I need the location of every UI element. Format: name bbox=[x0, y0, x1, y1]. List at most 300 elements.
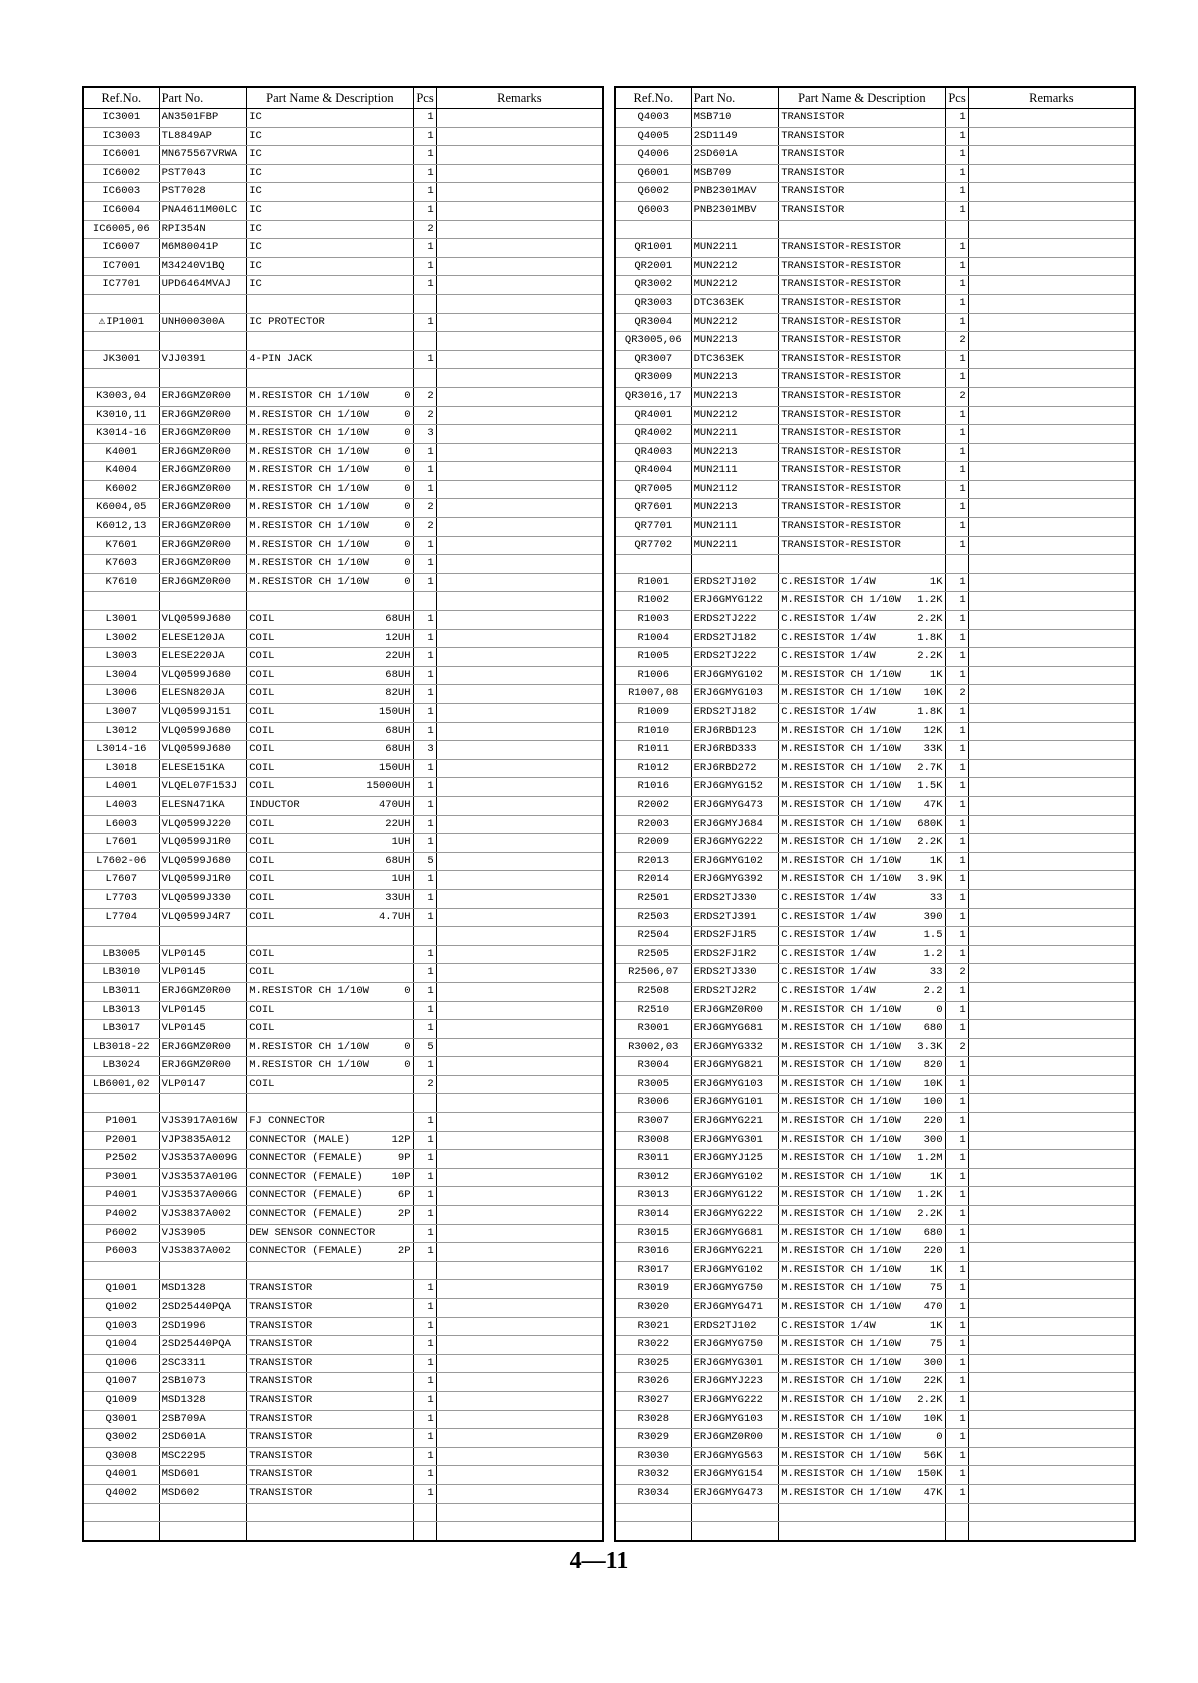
remarks-cell bbox=[436, 592, 603, 611]
pcs-count: 1 bbox=[945, 164, 968, 183]
description-cell bbox=[247, 1336, 413, 1355]
remarks-cell bbox=[968, 1243, 1135, 1262]
ref-no-cell bbox=[615, 1503, 691, 1522]
part-name: M.RESISTOR CH 1/10W bbox=[781, 1152, 901, 1165]
part-name: C.RESISTOR 1/4W bbox=[781, 947, 876, 960]
part-no: PNB2301MAV bbox=[691, 183, 779, 202]
table-row bbox=[83, 1354, 603, 1373]
ref-no: L6003 bbox=[105, 817, 138, 830]
part-no: ERJ6GMYG103 bbox=[691, 685, 779, 704]
ref-no-cell bbox=[83, 982, 159, 1001]
remarks-cell bbox=[968, 518, 1135, 537]
pcs-count: 1 bbox=[945, 1075, 968, 1094]
description-cell bbox=[779, 406, 945, 425]
table-row bbox=[615, 369, 1135, 388]
part-no: ERJ6GMYJ125 bbox=[691, 1150, 779, 1169]
pcs-count: 1 bbox=[945, 443, 968, 462]
ref-no: K3003,04 bbox=[96, 389, 147, 402]
table-row bbox=[83, 350, 603, 369]
ref-no-cell bbox=[83, 889, 159, 908]
part-no: 2SC3311 bbox=[159, 1354, 247, 1373]
part-no: ERJ6GMZ0R00 bbox=[159, 425, 247, 444]
part-name: TRANSISTOR bbox=[249, 1431, 313, 1444]
ref-no-cell bbox=[615, 778, 691, 797]
part-name: IC bbox=[249, 278, 262, 291]
part-value: 150UH bbox=[379, 706, 411, 718]
ref-no-cell bbox=[83, 1317, 159, 1336]
ref-no: R3007 bbox=[637, 1115, 670, 1128]
ref-no: Q1009 bbox=[105, 1393, 138, 1406]
part-name: M.RESISTOR CH 1/10W bbox=[781, 1189, 901, 1202]
remarks-cell bbox=[436, 201, 603, 220]
part-name: M.RESISTOR CH 1/10W bbox=[781, 1133, 901, 1146]
remarks-cell bbox=[968, 1038, 1135, 1057]
pcs-count: 1 bbox=[945, 1094, 968, 1113]
ref-no: QR3005,06 bbox=[624, 334, 682, 347]
part-value: 0 bbox=[936, 1003, 943, 1016]
description-cell bbox=[779, 815, 945, 834]
ref-no-cell bbox=[615, 313, 691, 332]
remarks-cell bbox=[968, 294, 1135, 313]
description-cell bbox=[779, 480, 945, 499]
remarks-cell bbox=[968, 239, 1135, 258]
part-value: 470 bbox=[923, 1301, 943, 1313]
part-no: VLP0145 bbox=[159, 964, 247, 983]
table-row bbox=[615, 1503, 1135, 1522]
part-no bbox=[159, 369, 247, 388]
part-name: M.RESISTOR CH 1/10W bbox=[781, 724, 901, 737]
ref-no-cell bbox=[83, 1001, 159, 1020]
part-name: M.RESISTOR CH 1/10W bbox=[249, 984, 369, 997]
ref-no-cell bbox=[83, 109, 159, 128]
table-row bbox=[83, 1391, 603, 1410]
part-no: VJP3835A012 bbox=[159, 1131, 247, 1150]
parts-list-left bbox=[83, 109, 603, 1541]
ref-no: R3015 bbox=[637, 1226, 670, 1239]
ref-no-cell bbox=[615, 350, 691, 369]
pcs-count: 1 bbox=[945, 1336, 968, 1355]
ref-no-cell bbox=[615, 127, 691, 146]
part-name: COIL bbox=[249, 761, 275, 774]
part-no: MUN2111 bbox=[691, 462, 779, 481]
description-cell bbox=[779, 704, 945, 723]
table-row bbox=[83, 332, 603, 351]
ref-no-cell bbox=[83, 1206, 159, 1225]
remarks-cell bbox=[968, 1113, 1135, 1132]
pcs-count: 1 bbox=[945, 741, 968, 760]
remarks-cell bbox=[968, 1484, 1135, 1503]
remarks-cell bbox=[436, 908, 603, 927]
remarks-cell bbox=[968, 1094, 1135, 1113]
pcs-count: 1 bbox=[413, 964, 436, 983]
part-no: ERJ6GMYG750 bbox=[691, 1280, 779, 1299]
part-value: 0 bbox=[404, 389, 411, 402]
part-value: 15000UH bbox=[366, 780, 411, 793]
description-cell bbox=[247, 1503, 413, 1522]
part-name: M.RESISTOR CH 1/10W bbox=[781, 1059, 901, 1072]
description-cell bbox=[247, 1075, 413, 1094]
remarks-cell bbox=[436, 109, 603, 128]
part-no: VLP0147 bbox=[159, 1075, 247, 1094]
part-no: PST7028 bbox=[159, 183, 247, 202]
part-no: VLP0145 bbox=[159, 1020, 247, 1039]
ref-no-cell bbox=[83, 1038, 159, 1057]
description-cell bbox=[247, 1429, 413, 1448]
part-no: VLQ0599J220 bbox=[159, 815, 247, 834]
part-no: ELESE220JA bbox=[159, 648, 247, 667]
pcs-count: 1 bbox=[945, 611, 968, 630]
part-no: ERJ6RBD333 bbox=[691, 741, 779, 760]
ref-no: L7601 bbox=[105, 836, 138, 849]
table-row bbox=[615, 1206, 1135, 1225]
ref-no-cell bbox=[615, 592, 691, 611]
description-cell bbox=[779, 332, 945, 351]
description-cell bbox=[779, 1113, 945, 1132]
description-cell bbox=[247, 1038, 413, 1057]
ref-no-cell bbox=[83, 1168, 159, 1187]
table-row bbox=[83, 945, 603, 964]
remarks-cell bbox=[968, 1224, 1135, 1243]
part-value: 33K bbox=[923, 743, 943, 756]
part-no: MUN2213 bbox=[691, 332, 779, 351]
ref-no: K6004,05 bbox=[96, 501, 147, 514]
part-value: 0 bbox=[404, 984, 411, 997]
ref-no-cell bbox=[83, 350, 159, 369]
pcs-count: 1 bbox=[413, 908, 436, 927]
pcs-count: 2 bbox=[945, 387, 968, 406]
pcs-count: 2 bbox=[945, 964, 968, 983]
ref-no-cell bbox=[615, 908, 691, 927]
description-cell bbox=[247, 109, 413, 128]
ref-no-cell bbox=[83, 387, 159, 406]
description-cell bbox=[247, 611, 413, 630]
ref-no-cell bbox=[83, 462, 159, 481]
table-row bbox=[83, 443, 603, 462]
part-name: TRANSISTOR bbox=[249, 1356, 313, 1369]
remarks-cell bbox=[968, 722, 1135, 741]
part-no: VJS3537A010G bbox=[159, 1168, 247, 1187]
part-value: 1.5K bbox=[917, 780, 943, 793]
part-no: MUN2112 bbox=[691, 480, 779, 499]
part-name: TRANSISTOR-RESISTOR bbox=[781, 520, 901, 533]
table-row bbox=[83, 294, 603, 313]
pcs-count: 1 bbox=[413, 1429, 436, 1448]
ref-no: QR3007 bbox=[634, 352, 673, 365]
part-name: M.RESISTOR CH 1/10W bbox=[781, 1431, 901, 1444]
ref-no-cell bbox=[83, 1354, 159, 1373]
part-value: 68UH bbox=[385, 613, 411, 626]
part-no: VLQ0599J680 bbox=[159, 722, 247, 741]
description-cell bbox=[779, 276, 945, 295]
part-name: M.RESISTOR CH 1/10W bbox=[781, 798, 901, 811]
remarks-cell bbox=[436, 220, 603, 239]
table-row bbox=[83, 778, 603, 797]
pcs-count: 1 bbox=[945, 815, 968, 834]
remarks-cell bbox=[968, 1020, 1135, 1039]
pcs-count bbox=[413, 1261, 436, 1280]
ref-no: R2503 bbox=[637, 910, 670, 923]
remarks-cell bbox=[436, 927, 603, 946]
description-cell bbox=[247, 908, 413, 927]
description-cell bbox=[247, 257, 413, 276]
part-no: PNA4611M00LC bbox=[159, 201, 247, 220]
part-value: 1UH bbox=[391, 836, 411, 849]
pcs-count: 1 bbox=[413, 722, 436, 741]
part-no bbox=[159, 1261, 247, 1280]
ref-no-cell bbox=[83, 443, 159, 462]
ref-no-cell bbox=[83, 1522, 159, 1541]
ref-no: QR3003 bbox=[634, 296, 673, 309]
description-cell bbox=[247, 1317, 413, 1336]
pcs-count: 1 bbox=[945, 1261, 968, 1280]
pcs-count: 1 bbox=[413, 146, 436, 165]
ref-no: LB3024 bbox=[102, 1059, 141, 1072]
remarks-cell bbox=[968, 220, 1135, 239]
table-row bbox=[615, 350, 1135, 369]
part-name: M.RESISTOR CH 1/10W bbox=[781, 780, 901, 793]
ref-no-cell bbox=[615, 369, 691, 388]
ref-no: Q1007 bbox=[105, 1375, 138, 1388]
warning-triangle-icon: ⚠ bbox=[98, 315, 106, 328]
part-name: COIL bbox=[249, 650, 275, 663]
pcs-count: 1 bbox=[413, 164, 436, 183]
part-name: TRANSISTOR bbox=[249, 1338, 313, 1351]
pcs-count: 1 bbox=[945, 1280, 968, 1299]
remarks-cell bbox=[436, 1131, 603, 1150]
table-row bbox=[83, 759, 603, 778]
remarks-cell bbox=[436, 462, 603, 481]
description-cell bbox=[779, 257, 945, 276]
remarks-cell bbox=[436, 127, 603, 146]
description-cell bbox=[779, 1466, 945, 1485]
table-row bbox=[83, 1261, 603, 1280]
ref-no-cell bbox=[83, 369, 159, 388]
part-name: C.RESISTOR 1/4W bbox=[781, 613, 876, 626]
table-row bbox=[83, 648, 603, 667]
pcs-count: 1 bbox=[413, 239, 436, 258]
pcs-count: 1 bbox=[413, 555, 436, 574]
ref-no-cell bbox=[83, 480, 159, 499]
part-name: TRANSISTOR bbox=[249, 1486, 313, 1499]
table-header bbox=[83, 87, 603, 109]
table-row bbox=[83, 629, 603, 648]
part-name: 4-PIN JACK bbox=[249, 352, 313, 365]
description-cell bbox=[247, 146, 413, 165]
pcs-count: 1 bbox=[945, 629, 968, 648]
remarks-cell bbox=[436, 1057, 603, 1076]
table-row bbox=[615, 1317, 1135, 1336]
part-value: 1.8K bbox=[917, 706, 943, 718]
ref-no-cell bbox=[615, 1391, 691, 1410]
part-name: COIL bbox=[249, 891, 275, 904]
part-name: IC bbox=[249, 203, 262, 216]
part-no: M6M80041P bbox=[159, 239, 247, 258]
description-cell bbox=[779, 1354, 945, 1373]
ref-no-cell bbox=[615, 1261, 691, 1280]
part-no: MSD601 bbox=[159, 1466, 247, 1485]
table-row bbox=[83, 201, 603, 220]
description-cell bbox=[247, 1373, 413, 1392]
description-cell bbox=[779, 1075, 945, 1094]
part-no: ERJ6RBD272 bbox=[691, 759, 779, 778]
ref-no: R3021 bbox=[637, 1319, 670, 1332]
part-name: CONNECTOR (FEMALE) bbox=[249, 1189, 363, 1202]
part-name: M.RESISTOR CH 1/10W bbox=[781, 1263, 901, 1276]
part-name: TRANSISTOR bbox=[249, 1468, 313, 1481]
remarks-cell bbox=[968, 759, 1135, 778]
ref-no-cell bbox=[83, 518, 159, 537]
remarks-cell bbox=[436, 722, 603, 741]
ref-no: K7610 bbox=[105, 575, 138, 588]
pcs-count bbox=[413, 1094, 436, 1113]
table-row bbox=[83, 1187, 603, 1206]
description-cell bbox=[779, 536, 945, 555]
description-cell bbox=[247, 276, 413, 295]
part-value: 2P bbox=[397, 1208, 411, 1221]
table-row bbox=[615, 239, 1135, 258]
remarks-cell bbox=[436, 871, 603, 890]
ref-no-cell bbox=[615, 1447, 691, 1466]
pcs-count bbox=[413, 1503, 436, 1522]
table-row bbox=[615, 1224, 1135, 1243]
ref-no-cell bbox=[615, 1224, 691, 1243]
remarks-cell bbox=[436, 1429, 603, 1448]
part-name: M.RESISTOR CH 1/10W bbox=[781, 1040, 901, 1053]
pcs-count: 1 bbox=[413, 480, 436, 499]
ref-no-cell bbox=[83, 294, 159, 313]
part-no: DTC363EK bbox=[691, 294, 779, 313]
part-no: VLQEL07F153J bbox=[159, 778, 247, 797]
part-no: ERJ6GMYG154 bbox=[691, 1466, 779, 1485]
pcs-count: 1 bbox=[413, 1354, 436, 1373]
ref-no: R3016 bbox=[637, 1245, 670, 1258]
ref-no: P4002 bbox=[105, 1208, 138, 1221]
part-no bbox=[159, 1094, 247, 1113]
part-value: 1.2 bbox=[923, 947, 943, 960]
part-value: 680K bbox=[917, 817, 943, 830]
part-value: 1.2M bbox=[917, 1152, 943, 1165]
ref-no-cell bbox=[615, 425, 691, 444]
part-name: TRANSISTOR bbox=[249, 1301, 313, 1313]
remarks-cell bbox=[436, 685, 603, 704]
pcs-count: 1 bbox=[413, 350, 436, 369]
description-cell bbox=[779, 127, 945, 146]
description-cell bbox=[779, 201, 945, 220]
part-no: ERJ6GMYG332 bbox=[691, 1038, 779, 1057]
part-no: ERJ6GMZ0R00 bbox=[159, 518, 247, 537]
table-row bbox=[615, 982, 1135, 1001]
remarks-cell bbox=[436, 146, 603, 165]
pcs-count: 1 bbox=[413, 1020, 436, 1039]
pcs-count: 1 bbox=[945, 1243, 968, 1262]
table-row bbox=[83, 257, 603, 276]
ref-no: L3002 bbox=[105, 631, 138, 644]
ref-no: R3025 bbox=[637, 1356, 670, 1369]
ref-no: R3004 bbox=[637, 1059, 670, 1072]
description-cell bbox=[247, 480, 413, 499]
table-row bbox=[615, 443, 1135, 462]
part-no: VLQ0599J1R0 bbox=[159, 834, 247, 853]
remarks-cell bbox=[436, 648, 603, 667]
pcs-count: 1 bbox=[413, 276, 436, 295]
description-cell bbox=[779, 945, 945, 964]
part-value: 75 bbox=[929, 1338, 943, 1351]
remarks-cell bbox=[968, 1075, 1135, 1094]
description-cell bbox=[247, 1131, 413, 1150]
table-row bbox=[83, 1317, 603, 1336]
description-cell bbox=[779, 183, 945, 202]
part-no: ERDS2TJ222 bbox=[691, 648, 779, 667]
part-name: M.RESISTOR CH 1/10W bbox=[781, 743, 901, 756]
part-no bbox=[159, 1503, 247, 1522]
ref-no: IC6004 bbox=[102, 203, 141, 216]
part-no: ERDS2TJ2R2 bbox=[691, 982, 779, 1001]
remarks-cell bbox=[968, 1150, 1135, 1169]
table-row bbox=[615, 1261, 1135, 1280]
ref-no: Q4003 bbox=[637, 111, 670, 123]
part-name: C.RESISTOR 1/4W bbox=[781, 984, 876, 997]
part-no: ERJ6GMZ0R00 bbox=[159, 573, 247, 592]
part-name: M.RESISTOR CH 1/10W bbox=[249, 408, 369, 421]
part-name: CONNECTOR (FEMALE) bbox=[249, 1170, 363, 1183]
description-cell bbox=[247, 555, 413, 574]
part-name: M.RESISTOR CH 1/10W bbox=[249, 427, 369, 440]
ref-no: R2508 bbox=[637, 984, 670, 997]
part-name: COIL bbox=[249, 854, 275, 867]
part-name: TRANSISTOR-RESISTOR bbox=[781, 408, 901, 421]
part-no: VJS3905 bbox=[159, 1224, 247, 1243]
part-value: 6P bbox=[397, 1189, 411, 1202]
description-cell bbox=[779, 889, 945, 908]
part-name: TRANSISTOR bbox=[781, 203, 845, 216]
part-name: M.RESISTOR CH 1/10W bbox=[781, 1412, 901, 1425]
part-value: 68UH bbox=[385, 668, 411, 681]
ref-no-cell bbox=[615, 759, 691, 778]
remarks-cell bbox=[968, 462, 1135, 481]
table-row bbox=[615, 1391, 1135, 1410]
table-row bbox=[83, 1447, 603, 1466]
description-cell bbox=[779, 611, 945, 630]
table-row bbox=[83, 1503, 603, 1522]
ref-no: R2510 bbox=[637, 1003, 670, 1016]
table-row bbox=[83, 109, 603, 128]
part-value: 0 bbox=[404, 482, 411, 495]
ref-no-cell bbox=[615, 1429, 691, 1448]
part-no: RPI354N bbox=[159, 220, 247, 239]
ref-no-cell bbox=[615, 462, 691, 481]
part-value: 33UH bbox=[385, 891, 411, 904]
description-cell bbox=[247, 852, 413, 871]
ref-no: R3020 bbox=[637, 1301, 670, 1313]
pcs-count bbox=[945, 555, 968, 574]
part-name: M.RESISTOR CH 1/10W bbox=[781, 668, 901, 681]
part-name: M.RESISTOR CH 1/10W bbox=[781, 761, 901, 774]
description-cell bbox=[247, 1150, 413, 1169]
pcs-count: 1 bbox=[413, 1224, 436, 1243]
part-name: COIL bbox=[249, 817, 275, 830]
remarks-cell bbox=[968, 778, 1135, 797]
description-cell bbox=[247, 1094, 413, 1113]
part-name: M.RESISTOR CH 1/10W bbox=[781, 1115, 901, 1128]
description-cell bbox=[247, 964, 413, 983]
description-cell bbox=[247, 1466, 413, 1485]
pcs-count: 1 bbox=[945, 908, 968, 927]
pcs-count: 1 bbox=[413, 629, 436, 648]
ref-no-cell bbox=[615, 945, 691, 964]
part-no: VJJ0391 bbox=[159, 350, 247, 369]
remarks-cell bbox=[968, 1429, 1135, 1448]
part-no: ERJ6GMZ0R00 bbox=[159, 1057, 247, 1076]
